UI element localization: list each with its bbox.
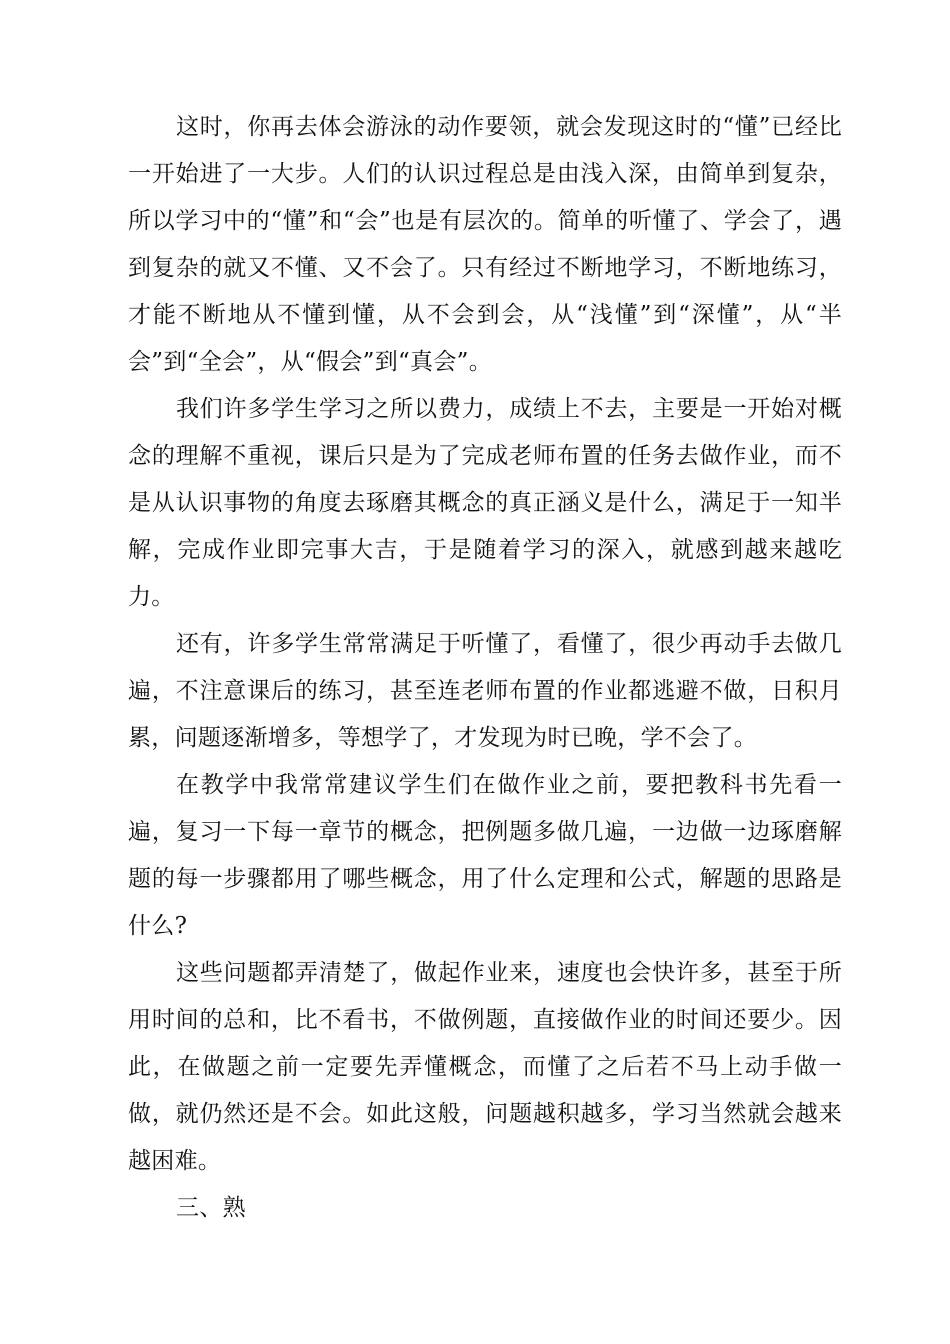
- document-page: [128, 104, 842, 1232]
- section-heading: 三、熟: [176, 1195, 246, 1221]
- paragraph-2: 我们许多学生学习之所以费力，成绩上不去，主要是一开始对概念的理解不重视，课后只是为了完成老师布置的任务去做作业，而不是从认识事物的角度去琢磨其概念的真正涵义是什么，满足于一知半解，完成作业即完事大吉，于是随着学习的深入，就感到越来越吃力。: [128, 396, 842, 610]
- paragraph-1: 这时，你再去体会游泳的动作要领，就会发现这时的“懂”已经比一开始进了一大步。人们的认识过程总是由浅入深，由简单到复杂，所以学习中的“懂”和“会”也是有层次的。简单的听懂了、学会了，遇到复杂的就又不懂、又不会了。只有经过不断地学习，不断地练习，才能不断地从不懂到懂，从不会到会，从“浅懂”到“深懂”，从“半会”到“全会”，从“假会”到“真会”。: [128, 114, 842, 375]
- paragraph-3: 还有，许多学生常常满足于听懂了，看懂了，很少再动手去做几遍，不注意课后的练习，甚至连老师布置的作业都逃避不做，日积月累，问题逐渐增多，等想学了，才发现为时已晚，学不会了。: [128, 631, 842, 751]
- paragraph-5: 这些问题都弄清楚了，做起作业来，速度也会快许多，甚至于所用时间的总和，比不看书，不做例题，直接做作业的时间还要少。因此，在做题之前一定要先弄懂概念，而懂了之后若不马上动手做一做，就仍然还是不会。如此这般，问题越积越多，学习当然就会越来越困难。: [128, 960, 842, 1174]
- paragraph-4: 在教学中我常常建议学生们在做作业之前，要把教科书先看一遍，复习一下每一章节的概念，把例题多做几遍，一边做一边琢磨解题的每一步骤都用了哪些概念，用了什么定理和公式，解题的思路是什么?: [128, 772, 842, 939]
